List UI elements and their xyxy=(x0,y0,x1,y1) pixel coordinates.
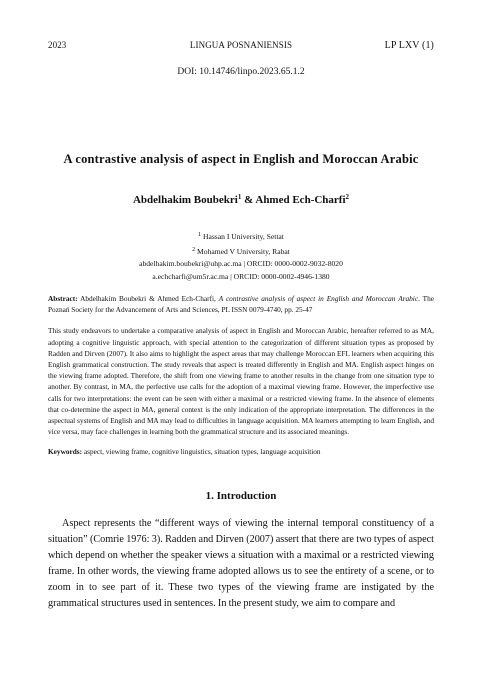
affiliation-1 xyxy=(40,229,442,244)
section-heading: 1. Introduction xyxy=(205,490,277,502)
abstract-label: Abstract: xyxy=(48,294,78,303)
abstract-section xyxy=(48,293,434,458)
keywords-label: Keywords: xyxy=(48,447,83,457)
article-title: A contrastive analysis of aspect in English and Moroccan Arabic xyxy=(63,152,419,166)
abstract-citation xyxy=(48,293,434,315)
citation-title: A contrastive analysis of aspect in English and Moroccan Arabic xyxy=(218,294,419,303)
affiliation-2-text: Mohamed V University, Rabat xyxy=(195,246,290,256)
citation-authors: Abdelhakim Boubekri & Ahmed Ech-Charfi, xyxy=(77,294,219,303)
author-2-name: Ahmed Ech-Charfi xyxy=(255,194,346,206)
keywords-line xyxy=(48,446,434,457)
running-header xyxy=(48,40,434,51)
doi-line[interactable]: DOI: 10.14746/linpo.2023.65.1.2 xyxy=(177,67,305,77)
author-1-superscript: 1 xyxy=(237,193,242,201)
header-year: 2023 xyxy=(48,40,67,50)
author-connector: & xyxy=(241,194,256,206)
citation-details: . The Poznań Society for the Advancement of Arts and Sciences, PL ISSN 0079-4740, pp. 25-47 xyxy=(48,294,434,315)
body-text xyxy=(48,516,434,613)
author-2-contact[interactable]: a.echcharfi@um5r.ac.ma | ORCID: 0000-0002-4946-1380 xyxy=(152,271,330,281)
affiliation-1-text: Hassan I University, Settat xyxy=(201,232,284,241)
header-journal-name: LINGUA POSNANIENSIS xyxy=(189,40,293,50)
author-2-superscript: 2 xyxy=(345,193,350,201)
header-volume: LP LXV (1) xyxy=(384,40,434,51)
author-line xyxy=(40,193,442,206)
affiliation-2 xyxy=(40,244,442,259)
abstract-text: This study endeavors to undertake a comparative analysis of aspect in English and Moroccan Arabic, hereafter referred to as MA, adopting a cognitive linguistic approach, with special attention to the categorization of different situation types as proposed by Radden and Dirven (2007). It also aims to highlight the aspect areas that may challenge Moroccan EFL learners when acquiring this English grammatical construction. The study reveals that aspect is treated differently in English and MA. English aspect hinges on the viewing frame adopted. Therefore, the shift from one viewing frame to another results in the change from one situation type to another. By contrast, in MA, the perfective use calls for the adoption of a maximal viewing frame. However, the imperfective use calls for two interpretations: the event can be seen with either a maximal or a restricted viewing frame. In the absence of elements that co-determine the aspect in MA, general context is the only indication of the appropriate interpretation. The differences in the aspectual systems of English and MA may lead to difficulties in language acquisition. MA learners attempting to learn English, and vice versa, may face challenges in learning both the grammatical structure and its associated meanings. xyxy=(48,326,434,437)
affiliations xyxy=(40,229,442,283)
keywords-text: aspect, viewing frame, cognitive linguistics, situation types, language acquisition xyxy=(82,447,321,457)
author-1-contact[interactable]: abdelhakim.boubekri@uhp.ac.ma | ORCID: 0000-0002-9032-8020 xyxy=(139,259,343,268)
introduction-paragraph: Aspect represents the “different ways of viewing the internal temporal constituency of a situation” (Comrie 1976: 3). Radden and Dirven (2007) assert that there are two types of aspect which depend on whether the speaker views a situation with a maximal or a restricted viewing frame. In other words, the viewing frame adopted allows us to see the entirety of a scene, or to zoom in to see part of it. These two types of the viewing frame are instigated by the grammatical structures used in sentences. In the present study, we aim to compare and xyxy=(48,518,434,610)
author-1-name: Abdelhakim Boubekri xyxy=(132,194,238,206)
affiliation-2-number: 2 xyxy=(192,246,196,253)
affiliation-1-number: 1 xyxy=(198,232,202,238)
